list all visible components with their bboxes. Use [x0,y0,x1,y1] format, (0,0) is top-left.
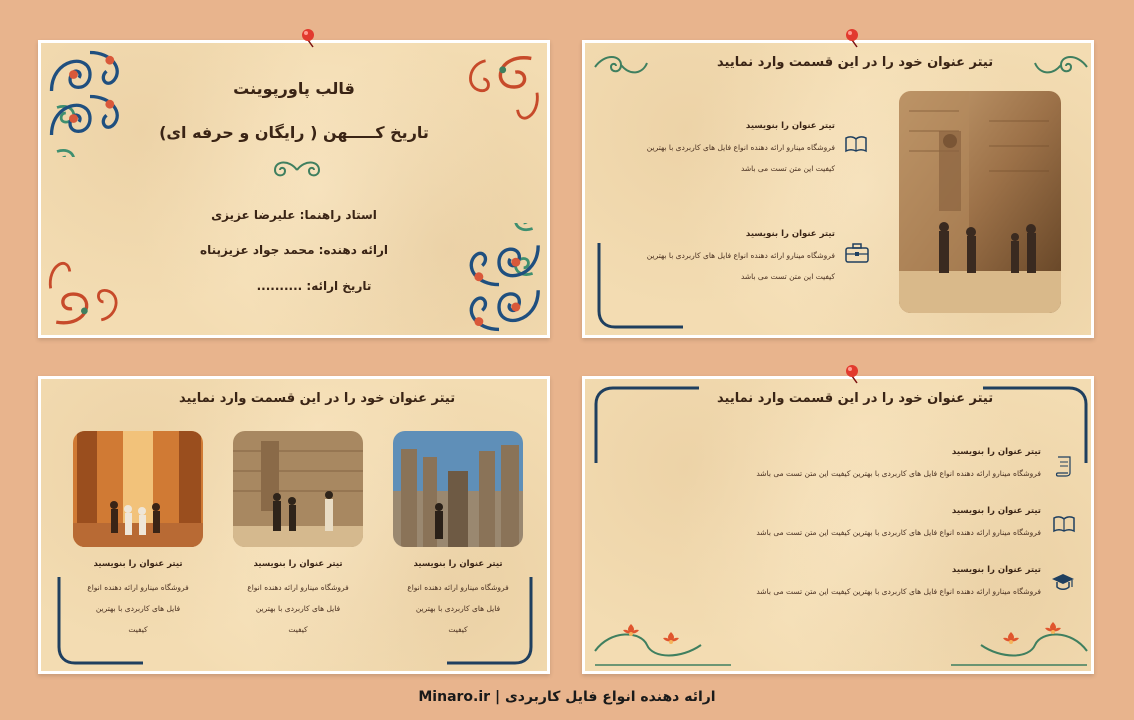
presentation-date: تاریخ ارائه: .......... [256,279,372,293]
bottom-left-ornament [45,253,135,335]
slide-title: تیتر عنوان خود را در این قسمت وارد نمایید [717,391,994,406]
egypt-temple-photo [899,91,1061,313]
book-icon [1053,515,1075,533]
pin-icon [843,363,865,385]
footer-credit: Minaro.ir | ارائه دهنده انواع فایل کاربردی [418,689,716,705]
slide-title: تیتر عنوان خود را در این قسمت وارد نمایید [717,55,994,70]
corner-frame-top-left [591,385,701,465]
item-description: فروشگاه مینارو ارائه دهنده انواع فایل های کاربردی با بهترین کیفیت این متن تست می باشد [756,587,1041,596]
card-caption: تیتر عنوان را بنویسید فروشگاه مینارو ارائه دهنده انواع فایل های کاربردی با بهترین کیفیت [87,559,189,634]
item-heading: تیتر عنوان را بنویسید [745,229,835,239]
corner-vine-right [1031,49,1091,85]
divider-ornament [267,157,327,183]
corner-vine-left [591,49,651,85]
presentation-subtitle: تاریخ کـــــهن ( رایگان و حرفه ای) [159,123,429,142]
item-heading: تیتر عنوان را بنویسید [745,121,835,131]
item-heading: تیتر عنوان را بنویسید [951,506,1041,516]
item-heading: تیتر عنوان را بنویسید [951,565,1041,575]
flower-vine-border [591,615,1091,671]
slide-cover[interactable] [38,40,550,338]
pin-icon [299,27,321,49]
presenter-name: ارائه دهنده: محمد جواد عزیزپناه [200,243,388,257]
hieroglyph-wall-photo [233,431,363,547]
item-description: فروشگاه مینارو ارائه دهنده انواع فایل های کاربردی با بهترین کیفیت این متن تست می باشد [646,251,835,281]
slide-two-items-photo[interactable] [582,40,1094,338]
golden-hall-photo [73,431,203,547]
presentation-title: قالب پاورپوینت [233,79,355,98]
temple-columns-photo [393,431,523,547]
slide-three-items-list[interactable] [582,376,1094,674]
briefcase-icon [845,243,869,263]
item-heading: تیتر عنوان را بنویسید [951,447,1041,457]
pin-icon [843,27,865,49]
slide-title: تیتر عنوان خود را در این قسمت وارد نمایید [179,391,456,406]
book-icon [845,135,867,153]
item-description: فروشگاه مینارو ارائه دهنده انواع فایل های کاربردی با بهترین کیفیت این متن تست می باشد [756,469,1041,478]
item-description: فروشگاه مینارو ارائه دهنده انواع فایل های کاربردی با بهترین کیفیت این متن تست می باشد [646,143,835,173]
corner-frame-right [445,575,535,667]
graduation-cap-icon [1051,571,1075,593]
item-description: فروشگاه مینارو ارائه دهنده انواع فایل های کاربردی با بهترین کیفیت این متن تست می باشد [756,528,1041,537]
advisor-name: استاد راهنما: علیرضا عزیزی [211,208,377,222]
slide-three-cards[interactable] [38,376,550,674]
card-caption: تیتر عنوان را بنویسید فروشگاه مینارو ارائه دهنده انواع فایل های کاربردی با بهترین کیفیت [407,559,509,634]
corner-frame [595,241,685,331]
card-caption: تیتر عنوان را بنویسید فروشگاه مینارو ارائه دهنده انواع فایل های کاربردی با بهترین کیفیت [247,559,349,634]
corner-frame-left [55,575,145,667]
scroll-icon [1055,455,1073,477]
